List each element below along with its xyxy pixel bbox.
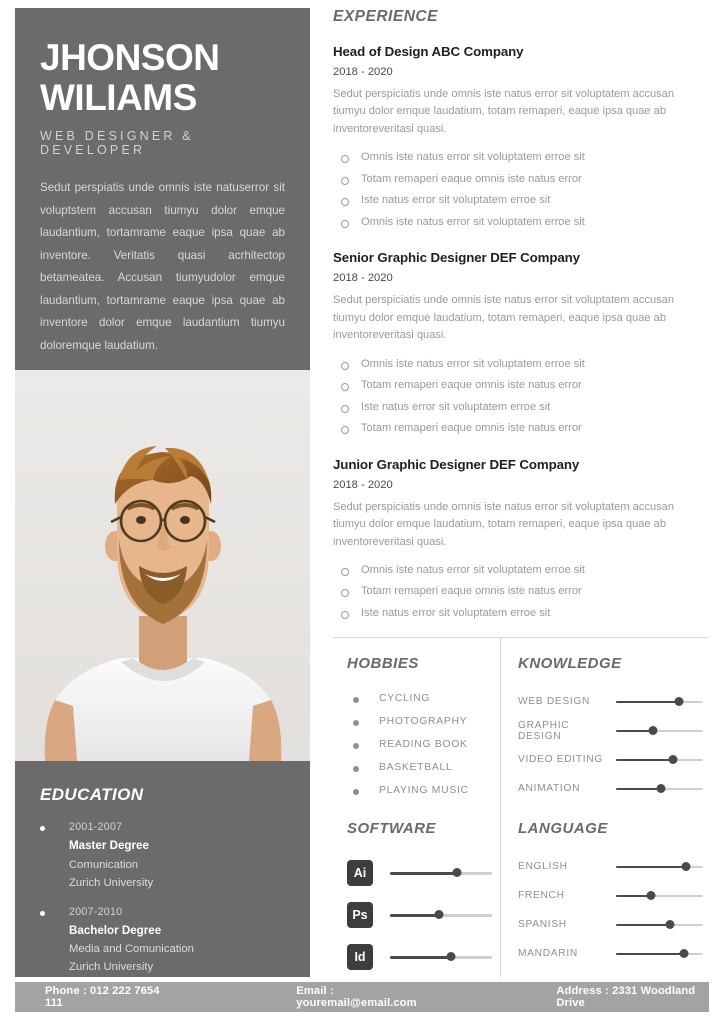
left-sidebar: [15, 8, 310, 977]
education-years: 2007-2010: [69, 905, 123, 918]
knowledge-slider[interactable]: [616, 783, 703, 795]
knowledge-slider[interactable]: [616, 725, 703, 737]
knowledge-section: [518, 655, 703, 803]
language-section: [518, 820, 703, 968]
job-role: Head of Design ABC Company: [333, 44, 524, 59]
slider-knob[interactable]: [646, 891, 655, 900]
job-bullet: Iste natus error sit voluptatem erroe sit: [333, 603, 709, 625]
knowledge-label: ANIMATION: [518, 783, 581, 794]
job-bullet: Omnis iste natus error sit voluptatem erroe sit: [333, 560, 709, 582]
slider-knob[interactable]: [453, 868, 462, 877]
knowledge-row: [518, 774, 703, 803]
profile-photo-illustration: [15, 370, 310, 761]
language-label: ENGLISH: [518, 861, 568, 872]
bullet-dot-icon: [40, 911, 45, 916]
language-label: SPANISH: [518, 919, 567, 930]
job-bullet-list: [333, 354, 709, 440]
footer-email: Email : youremail@email.com: [296, 985, 417, 1009]
experience-job: [333, 44, 709, 233]
job-description: Sedut perspiciatis unde omnis iste natus error sit voluptatem accusan tiumyu dolor emque laudatium, totam remaperi, eaque ipsa quae ab inventoreveritasi quasi.: [333, 88, 674, 135]
slider-knob[interactable]: [657, 784, 666, 793]
job-bullet: Iste natus error sit voluptatem erroe sit: [333, 397, 709, 419]
hobbies-title: HOBBIES: [347, 655, 419, 672]
slider-knob[interactable]: [681, 862, 690, 871]
job-bullet: Totam remaperi eaque omnis iste natus error: [333, 169, 709, 191]
job-bullet: Omnis iste natus error sit voluptatem erroe sit: [333, 212, 709, 234]
hobby-item: PHOTOGRAPHY: [347, 710, 492, 733]
job-role: Junior Graphic Designer DEF Company: [333, 456, 580, 472]
software-slider[interactable]: [390, 951, 492, 963]
language-slider[interactable]: [616, 890, 703, 902]
job-bullet: Totam remaperi eaque omnis iste natus error: [333, 581, 709, 603]
profile-bio: Sedut perspiatis unde omnis iste natuserror sit voluptstem accusan tiumyu dolor emque laudantium, tortamrame eaque ipsa quae ab inventore. Veritatis quasi acrhitectop betameatea. Accusan tiumyudolor emque laudantium, tortamrame eaque ipsa quae ab inventore dolor emque laudantium tiumyu doloremque laudatium.: [40, 180, 285, 353]
experience-section: [333, 8, 709, 642]
language-row: [518, 852, 703, 881]
footer-phone: Phone : 012 222 7654 111: [45, 985, 160, 1009]
slider-knob[interactable]: [648, 726, 657, 735]
education-school: Zurich University: [69, 961, 154, 974]
experience-job: [333, 457, 709, 625]
education-section: [15, 761, 310, 977]
profile-header: [15, 8, 310, 370]
knowledge-label: GRAPHIC DESIGN: [518, 719, 570, 742]
knowledge-slider[interactable]: [616, 696, 703, 708]
slider-fill: [616, 701, 679, 704]
language-row: [518, 910, 703, 939]
bullet-dot-icon: [40, 826, 45, 831]
slider-knob[interactable]: [674, 697, 683, 706]
knowledge-row: [518, 687, 703, 716]
knowledge-row: [518, 716, 703, 745]
slider-fill: [616, 866, 686, 869]
language-row: [518, 939, 703, 968]
language-row: [518, 881, 703, 910]
slider-knob[interactable]: [679, 949, 688, 958]
hobbies-list: [347, 687, 492, 802]
slider-knob[interactable]: [669, 755, 678, 764]
software-slider[interactable]: [390, 909, 492, 921]
illustrator-badge-icon: Ai: [347, 860, 373, 886]
slider-fill: [616, 924, 670, 927]
contact-footer: [15, 982, 709, 1012]
photoshop-badge-icon: Ps: [347, 902, 373, 928]
vertical-divider: [500, 637, 501, 977]
hobby-item: CYCLING: [347, 687, 492, 710]
job-bullet: Totam remaperi eaque omnis iste natus error: [333, 375, 709, 397]
software-row: [347, 852, 492, 894]
education-item: [40, 904, 285, 977]
experience-title: EXPERIENCE: [333, 8, 438, 25]
education-degree: Bachelor Degree: [69, 924, 162, 938]
hobby-item: BASKETBALL: [347, 756, 492, 779]
hobbies-section: [347, 655, 492, 802]
job-years: 2018 - 2020: [333, 66, 393, 78]
profile-photo: [15, 370, 310, 761]
job-role: Senior Graphic Designer DEF Company: [333, 250, 580, 266]
job-description: Sedut perspiciatis unde omnis iste natus error sit voluptatem accusan tiumyu dolor emque laudatium, totam remaperi, eaque ipsa quae ab inventoreveritasi quasi.: [333, 500, 674, 548]
slider-fill: [390, 872, 457, 875]
job-description: Sedut perspiciatis unde omnis iste natus error sit voluptatem accusan tiumyu dolor emque laudatium, totam remaperi, eaque ipsa quae ab inventoreveritasi quasi.: [333, 294, 674, 342]
knowledge-slider[interactable]: [616, 754, 703, 766]
slider-fill: [616, 788, 661, 791]
language-slider[interactable]: [616, 919, 703, 931]
knowledge-label: WEB DESIGN: [518, 696, 591, 707]
job-bullet: Totam remaperi eaque omnis iste natus error: [333, 418, 709, 440]
software-section: [347, 820, 492, 978]
horizontal-divider: [333, 637, 709, 638]
job-years: 2018 - 2020: [333, 478, 393, 491]
job-years: 2018 - 2020: [333, 272, 393, 285]
software-row: [347, 936, 492, 978]
slider-fill: [390, 956, 451, 959]
slider-fill: [616, 759, 673, 762]
experience-job: [333, 250, 709, 439]
education-item: [40, 819, 285, 892]
language-slider[interactable]: [616, 861, 703, 873]
hobby-item: READING BOOK: [347, 733, 492, 756]
first-name: JHONSON: [40, 37, 220, 78]
indesign-badge-icon: Id: [347, 944, 373, 970]
slider-fill: [390, 914, 439, 917]
language-slider[interactable]: [616, 948, 703, 960]
language-title: LANGUAGE: [518, 820, 608, 837]
hobby-item: PLAYING MUSIC: [347, 779, 492, 802]
slider-knob[interactable]: [447, 952, 456, 961]
slider-fill: [616, 953, 684, 956]
last-name: WILIAMS: [40, 76, 197, 118]
software-slider[interactable]: [390, 867, 492, 879]
knowledge-row: [518, 745, 703, 774]
education-years: 2001-2007: [69, 821, 123, 833]
education-school: Zurich University: [69, 876, 154, 889]
software-title: SOFTWARE: [347, 820, 436, 837]
job-bullet-list: [333, 147, 709, 233]
slider-knob[interactable]: [665, 920, 674, 929]
education-field: Media and Comunication: [69, 943, 194, 956]
education-degree: Master Degree: [69, 839, 149, 853]
job-bullet: Omnis iste natus error sit voluptatem erroe sit: [333, 147, 709, 169]
language-label: MANDARIN: [518, 948, 578, 959]
software-row: [347, 894, 492, 936]
knowledge-title: KNOWLEDGE: [518, 655, 622, 672]
education-title: EDUCATION: [40, 785, 144, 804]
job-role-subtitle: WEB DESIGNER & DEVELOPER: [40, 128, 194, 157]
language-label: FRENCH: [518, 890, 565, 901]
job-bullet-list: [333, 560, 709, 625]
education-field: Comunication: [69, 858, 139, 871]
knowledge-label: VIDEO EDITING: [518, 754, 603, 765]
job-bullet: Omnis iste natus error sit voluptatem erroe sit: [333, 354, 709, 376]
footer-address: Address : 2331 Woodland Drive: [556, 985, 696, 1009]
slider-knob[interactable]: [434, 910, 443, 919]
job-bullet: Iste natus error sit voluptatem erroe sit: [333, 190, 709, 212]
